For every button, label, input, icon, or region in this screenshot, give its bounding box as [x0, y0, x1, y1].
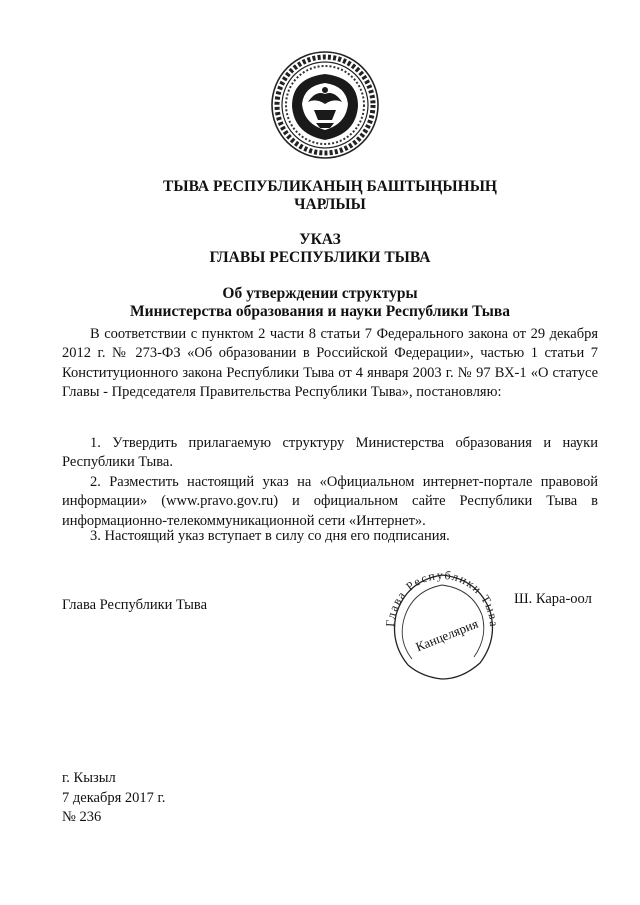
issue-city: г. Кызыл: [62, 770, 116, 786]
place-date-block: [62, 769, 165, 828]
republic-header-line2: ЧАРЛЫЫ: [294, 196, 366, 213]
signatory-name: Ш. Кара-оол: [514, 591, 592, 607]
clause-3: 3. Настоящий указ вступает в силу со дня его подписания.: [90, 528, 450, 544]
decree-subject-line2: Министерства образования и науки Республики Тыва: [130, 303, 510, 320]
issue-date: 7 декабря 2017 г.: [62, 789, 166, 806]
clause-2: 2. Разместить настоящий указ на «Официальном интернет-портале правовой информации» (www.pravo.gov.ru) и официальном сайте Республики Тыва в информационно-телекоммуникационной сети «Интернет».: [62, 474, 598, 529]
republic-emblem-icon: [270, 50, 380, 160]
decree-number: № 236: [62, 809, 102, 825]
stamp-center-text: Канцелярия: [413, 615, 481, 655]
preamble-paragraph: В соответствии с пунктом 2 части 8 статьи 7 Федерального закона от 29 декабря 2012 г. № 273-ФЗ «Об образовании в Российской Федерации», частью 1 статьи 7 Конституционного закона Республики Тыва от 4 января 2003 г. № 97 ВХ-1 «О статусе Главы - Председателя Правительства Республики Тыва», постановляю:: [62, 326, 598, 401]
signatory-position: Глава Республики Тыва: [62, 597, 208, 613]
stamp-ring-text: Глава Республики Тыва: [382, 567, 502, 629]
clause-1: 1. Утвердить прилагаемую структуру Министерства образования и науки Республики Тыва.: [62, 435, 598, 471]
republic-header-line1: ТЫВА РЕСПУБЛИКАНЫҢ БАШТЫҢЫНЫҢ: [163, 178, 497, 195]
decree-type: УКАЗ: [299, 231, 341, 248]
decree-issuer: ГЛАВЫ РЕСПУБЛИКИ ТЫВА: [209, 249, 431, 266]
office-stamp-icon: [372, 563, 512, 685]
decree-subject-line1: Об утверждении структуры: [222, 285, 418, 302]
